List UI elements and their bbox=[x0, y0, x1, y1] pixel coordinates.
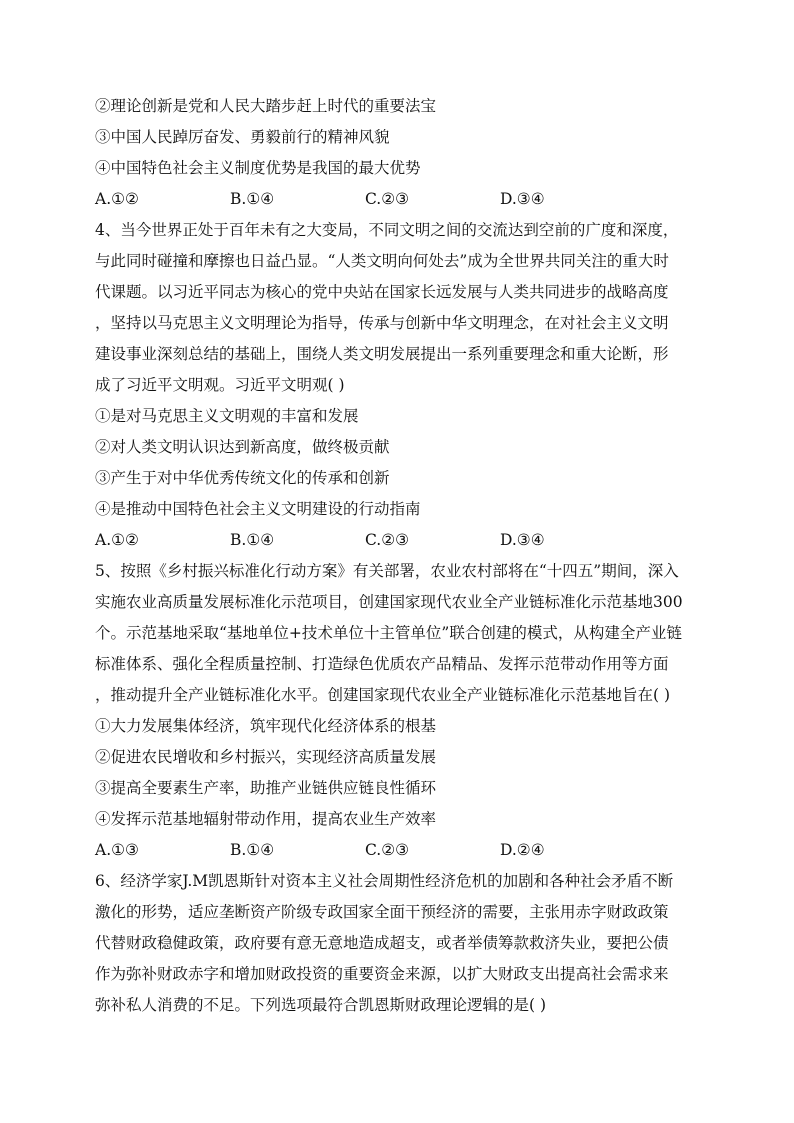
q4-option-a: A.①② bbox=[95, 531, 139, 549]
q3-options bbox=[95, 184, 701, 215]
q5-option-c: C.②③ bbox=[365, 841, 410, 859]
q6-stem-line: 代替财政稳健政策，政府要有意无意地造成超支，或者举债筹款救济失业，要把公债 bbox=[95, 934, 669, 952]
q5-options bbox=[95, 835, 701, 866]
q4-stem-line: 4、当今世界正处于百年未有之大变局，不同文明之间的交流达到空前的广度和深度， bbox=[95, 221, 679, 239]
q4-stem-line: 成了习近平文明观。习近平文明观( ) bbox=[95, 376, 345, 394]
q6-stem-line: 6、经济学家J.M凯恩斯针对资本主义社会周期性经济危机的加剧和各种社会矛盾不断 bbox=[95, 872, 674, 890]
q4-option-c: C.②③ bbox=[365, 531, 410, 549]
question-4 bbox=[95, 215, 701, 556]
q3-option-c: C.②③ bbox=[365, 190, 410, 208]
q3-item-3: ③中国人民踔厉奋发、勇毅前行的精神风貌 bbox=[95, 128, 390, 146]
q6-stem-line: 弥补私人消费的不足。下列选项最符合凯恩斯财政理论逻辑的是( ) bbox=[95, 996, 547, 1014]
q4-stem-line: 与此同时碰撞和摩擦也日益凸显。“人类文明向何处去”成为全世界共同关注的重大时 bbox=[95, 252, 669, 270]
q6-stem-line: 激化的形势，适应垄断资产阶级专政国家全面干预经济的需要，主张用赤字财政政策 bbox=[95, 903, 669, 921]
q5-option-b: B.①④ bbox=[230, 841, 275, 859]
q3-option-a: A.①② bbox=[95, 190, 139, 208]
q3-item-2: ②理论创新是党和人民大踏步赶上时代的重要法宝 bbox=[95, 97, 437, 115]
q4-stem-line: 建设事业深刻总结的基础上，围绕人类文明发展提出一系列重要理念和重大论断，形 bbox=[95, 345, 669, 363]
question-3-tail bbox=[95, 91, 701, 215]
q4-item-4: ④是推动中国特色社会主义文明建设的行动指南 bbox=[95, 500, 421, 518]
q4-item-1: ①是对马克思主义文明观的丰富和发展 bbox=[95, 407, 359, 425]
q4-option-d: D.③④ bbox=[500, 531, 545, 549]
q5-stem-line: 5、按照《乡村振兴标准化行动方案》有关部署，农业农村部将在“十四五”期间，深入 bbox=[95, 562, 679, 580]
q3-option-b: B.①④ bbox=[230, 190, 275, 208]
exam-page bbox=[95, 91, 701, 1021]
q5-stem-line: 实施农业高质量发展标准化示范项目，创建国家现代农业全产业链标准化示范基地300 bbox=[95, 593, 683, 611]
q3-item-4: ④中国特色社会主义制度优势是我国的最大优势 bbox=[95, 159, 421, 177]
q4-item-3: ③产生于对中华优秀传统文化的传承和创新 bbox=[95, 469, 390, 487]
q4-options bbox=[95, 525, 701, 556]
question-6 bbox=[95, 866, 701, 1021]
q4-stem-line: ，坚持以马克思主义文明理论为指导，传承与创新中华文明理念，在对社会主义文明 bbox=[95, 314, 669, 332]
q5-stem-line: 个。示范基地采取“基地单位+技术单位十主管单位”联合创建的模式，从构建全产业链 bbox=[95, 624, 682, 642]
q6-stem-line: 作为弥补财政赤字和增加财政投资的重要资金来源，以扩大财政支出提高社会需求来 bbox=[95, 965, 669, 983]
question-5 bbox=[95, 556, 701, 866]
q5-item-3: ③提高全要素生产率，助推产业链供应链良性循环 bbox=[95, 779, 437, 797]
q5-stem-line: 标准体系、强化全程质量控制、打造绿色优质农产品精品、发挥示范带动作用等方面 bbox=[95, 655, 669, 673]
q3-option-d: D.③④ bbox=[500, 190, 545, 208]
q4-stem-line: 代课题。以习近平同志为核心的党中央站在国家长远发展与人类共同进步的战略高度 bbox=[95, 283, 669, 301]
q5-item-4: ④发挥示范基地辐射带动作用，提高农业生产效率 bbox=[95, 810, 437, 828]
q5-item-2: ②促进农民增收和乡村振兴，实现经济高质量发展 bbox=[95, 748, 437, 766]
q5-stem-line: ，推动提升全产业链标准化水平。创建国家现代农业全产业链标准化示范基地旨在( ) bbox=[95, 686, 671, 704]
q4-option-b: B.①④ bbox=[230, 531, 275, 549]
q5-option-a: A.①③ bbox=[95, 841, 139, 859]
q5-option-d: D.②④ bbox=[500, 841, 545, 859]
q5-item-1: ①大力发展集体经济，筑牢现代化经济体系的根基 bbox=[95, 717, 437, 735]
q4-item-2: ②对人类文明认识达到新高度，做终极贡献 bbox=[95, 438, 390, 456]
